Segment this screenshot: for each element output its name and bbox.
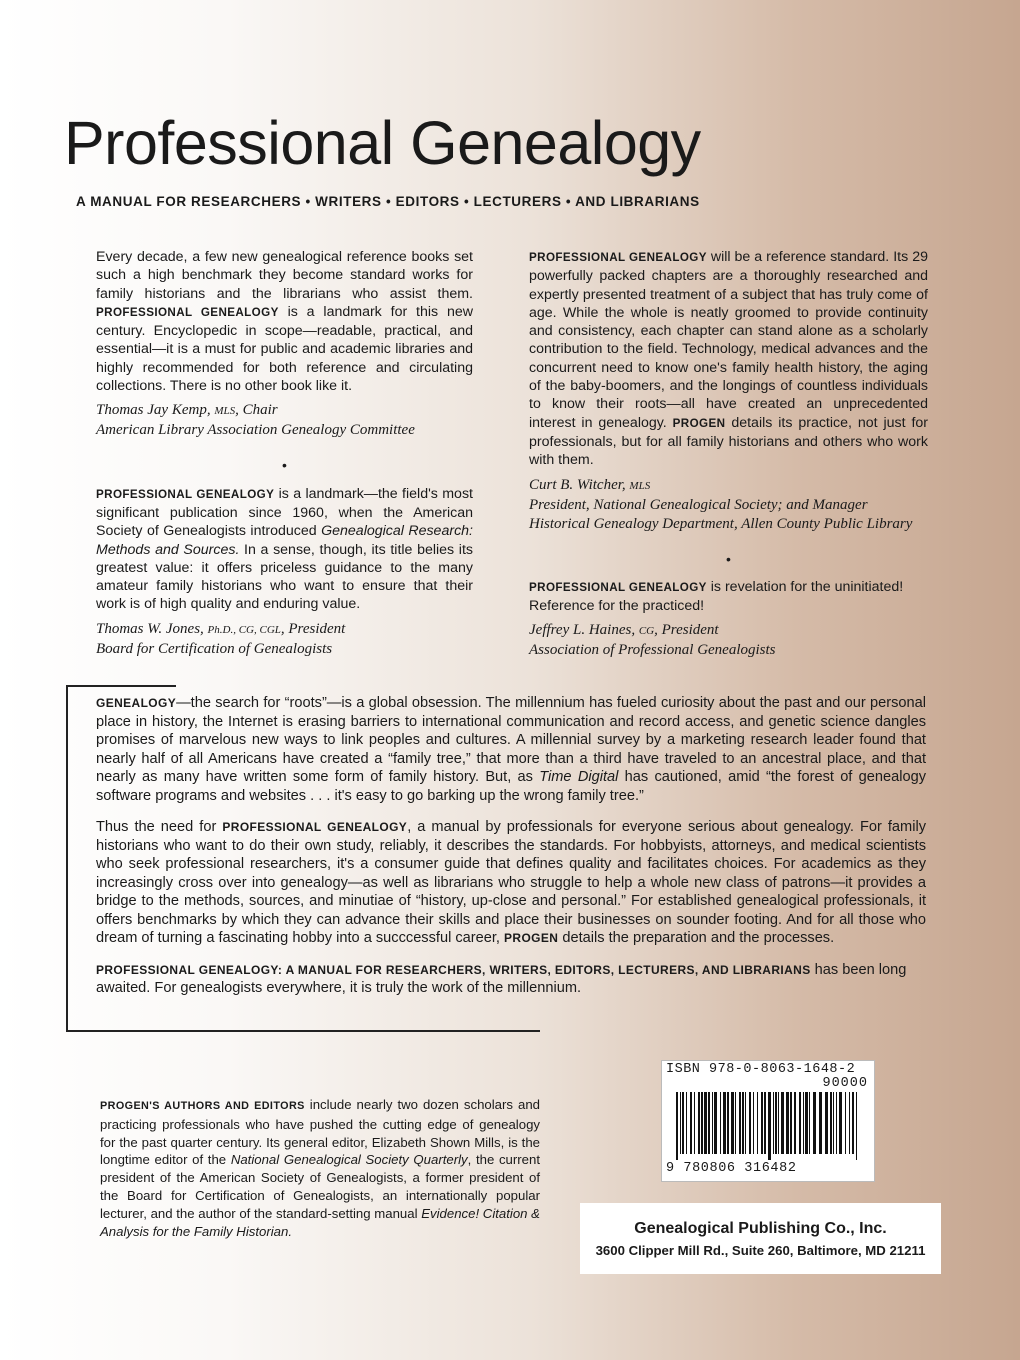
review-witcher [529,248,928,534]
barcode-bar [799,1092,801,1154]
barcode-bar [749,1092,751,1154]
barcode-bar [698,1092,700,1154]
barcode-bar [775,1092,777,1154]
barcode-bar [836,1092,837,1154]
frame-bottom-rule [66,1030,540,1032]
barcode-bar [803,1092,804,1154]
frame-left-rule [66,685,68,1031]
barcode-bar [704,1092,707,1154]
barcode-bars [676,1092,864,1160]
description-paragraph-1: GENEALOGY—the search for “roots”—is a global obsession. The millennium has fueled curiosity about the past and our personal place in history, the Internet is erasing barriers to international communication and record access, and genetic science dangles promises of marvelous new ways to link peoples and cultures. A millennial survey by a marketing research leader found that nearly half of all Americans have created a “family tree,” that more than a third have traveled to an ancestral place, and that nearly as many have written some form of family history. But, as Time Digital has cautioned, amid “the forest of genealogy software programs and websites . . . it's easy to go barking up the wrong family tree.” [96,695,926,804]
authors-blurb-text: PROGEN'S AUTHORS AND EDITORS include nearly two dozen scholars and practicing professionals who have pushed the cutting edge of genealogy for the past quarter century. Its general editor, Elizabeth Shown Mills, is the longtime editor of the National Genealogical Society Quarterly, the current president of the American Society of Genealogists, a former president of the Board for Certification of Genealogists, an internationally popular lecturer, and the author of the standard-setting manual Evidence! Citation & Analysis for the Family Historian. [100,1097,540,1239]
reviews-right-column [529,248,928,660]
barcode-bar [761,1092,763,1154]
barcode-bar [849,1092,850,1154]
barcode-bar [701,1092,703,1154]
separator-bullet: • [282,457,287,474]
review-kemp [96,248,473,440]
barcode-bar [720,1092,721,1154]
barcode-bar [757,1092,758,1154]
review-text: PROFESSIONAL GENEALOGY is revelation for the uninitiated! Reference for the practiced! [529,578,904,615]
barcode-bar [727,1092,729,1154]
frame-top-rule [66,685,176,687]
book-subtitle: A MANUAL FOR RESEARCHERS • WRITERS • EDITORS • LECTURERS • AND LIBRARIANS [76,194,700,209]
barcode-bar [819,1092,822,1154]
separator-bullet: • [726,550,731,567]
barcode-bar [731,1092,734,1154]
barcode-bar [745,1092,746,1154]
barcode-bar [813,1092,816,1154]
barcode-bar [690,1092,692,1154]
review-haines [529,578,928,661]
price-addon: 90000 [822,1076,868,1091]
barcode-bar [686,1092,687,1154]
publisher-name: Genealogical Publishing Co., Inc. [634,1220,887,1237]
review-attribution: Thomas W. Jones, Ph.D., CG, CGL, President Board for Certification of Genealogists [96,620,346,657]
isbn-text: ISBN 978-0-8063-1648-2 [666,1062,856,1077]
review-attribution: Jeffrey L. Haines, CG, President Association of Professional Genealogists [529,622,776,659]
barcode-bar [712,1092,713,1154]
book-description [96,694,926,1011]
barcode-bar [723,1092,726,1154]
description-paragraph-3: PROFESSIONAL GENEALOGY: A MANUAL FOR RESEARCHERS, WRITERS, EDITORS, LECTURERS, AND LIBRARIANS has been long awaited. For genealogists everywhere, it is truly the work of the millennium. [96,961,907,996]
publisher-box [580,1203,941,1274]
barcode-bar [856,1092,857,1160]
barcode-bar [845,1092,846,1154]
barcode-bar [680,1092,681,1154]
barcode-number: 9 780806 316482 [666,1161,797,1176]
review-attribution: Curt B. Witcher, MLS President, National Genealogical Society; and Manager Historical Genealogy Department, Allen County Public Library [529,476,913,532]
barcode-bar [682,1092,684,1154]
barcode-bar [708,1092,710,1154]
barcode-bar [781,1092,784,1154]
barcode-bar [694,1092,695,1154]
publisher-address: 3600 Clipper Mill Rd., Suite 260, Baltimore, MD 21211 [595,1243,926,1258]
barcode-bar [809,1092,810,1154]
barcode-bar [825,1092,828,1154]
authors-blurb [100,1096,540,1240]
isbn-barcode [661,1060,875,1182]
review-jones [96,485,473,659]
review-attribution: Thomas Jay Kemp, MLS, Chair American Library Association Genealogy Committee [96,402,415,439]
barcode-bar [786,1092,789,1154]
review-text: Every decade, a few new genealogical reference books set such a high benchmark they become standard works for family historians and the librarians who assist them. PROFESSIONAL GENEALOGY is a landmark for this new century. Encyclopedic in scope—readable, practical, and essential—it is a must for public and academic libraries and highly recommended for both reference and circulating collections. There is no other book like it. [96,249,473,395]
barcode-bar [714,1092,717,1154]
barcode-bar [768,1092,771,1160]
barcode-bar [735,1092,736,1154]
barcode-bar [764,1092,766,1154]
barcode-bar [833,1092,834,1154]
barcode-bar [773,1092,774,1154]
barcode-bar [676,1092,678,1160]
barcode-bar [839,1092,842,1154]
barcode-bar [790,1092,792,1154]
book-title: Professional Genealogy [64,109,701,177]
barcode-bar [742,1092,744,1154]
barcode-bar [778,1092,779,1154]
barcode-bar [753,1092,754,1154]
barcode-bar [852,1092,854,1154]
barcode-bar [794,1092,796,1154]
reviews-left-column [96,248,473,659]
barcode-bar [805,1092,808,1154]
review-text: PROFESSIONAL GENEALOGY is a landmark—the field's most significant publication since 1960, when the American Society of Genealogists introduced Genealogical Research: Methods and Sources. In a sense, though, its title belies its greatest value: it offers priceless guidance to the many amateur family historians who want to ensure that their work is of high quality and enduring value. [96,485,473,613]
review-text: PROFESSIONAL GENEALOGY will be a reference standard. Its 29 powerfully packed chapters are a thoroughly researched and expertly presented treatment of a subject that has truly come of age. While the whole is neatly groomed to provide continuity and consistency, each chapter can stand alone as a scholarly contribution to the field. Technology, medical advances and the concurrent need to know one's family health history, the aging of the baby-boomers, and the longings of countless individuals to know their roots—all have created an unprecedented interest in genealogy. PROGEN details its practice, not just for professionals, but for all family historians and others who work with them. [529,249,929,469]
barcode-bar [739,1092,741,1154]
barcode-bar [830,1092,832,1154]
description-paragraph-2: Thus the need for PROFESSIONAL GENEALOGY, a manual by professionals for everyone serious about genealogy. For family historians who want to do their own study, reliably, it describes the standards. For hobbyists, attorneys, and medical scientists who seek professional researchers, it's a consumer guide that defines quality and facilitates choices. For academics as they increasingly cross over into genealogy—as well as librarians who struggle to help a whole new class of patrons—it provides a bridge to the methods, sources, and minutiae of “history, up-close and personal.” For established genealogical professionals, it offers benchmarks by which they can advance their skills and place their businesses on sounder footing. And for all those who dream of turning a fascinating hobby into a succcessful career, PROGEN details the preparation and the processes. [96,819,926,946]
